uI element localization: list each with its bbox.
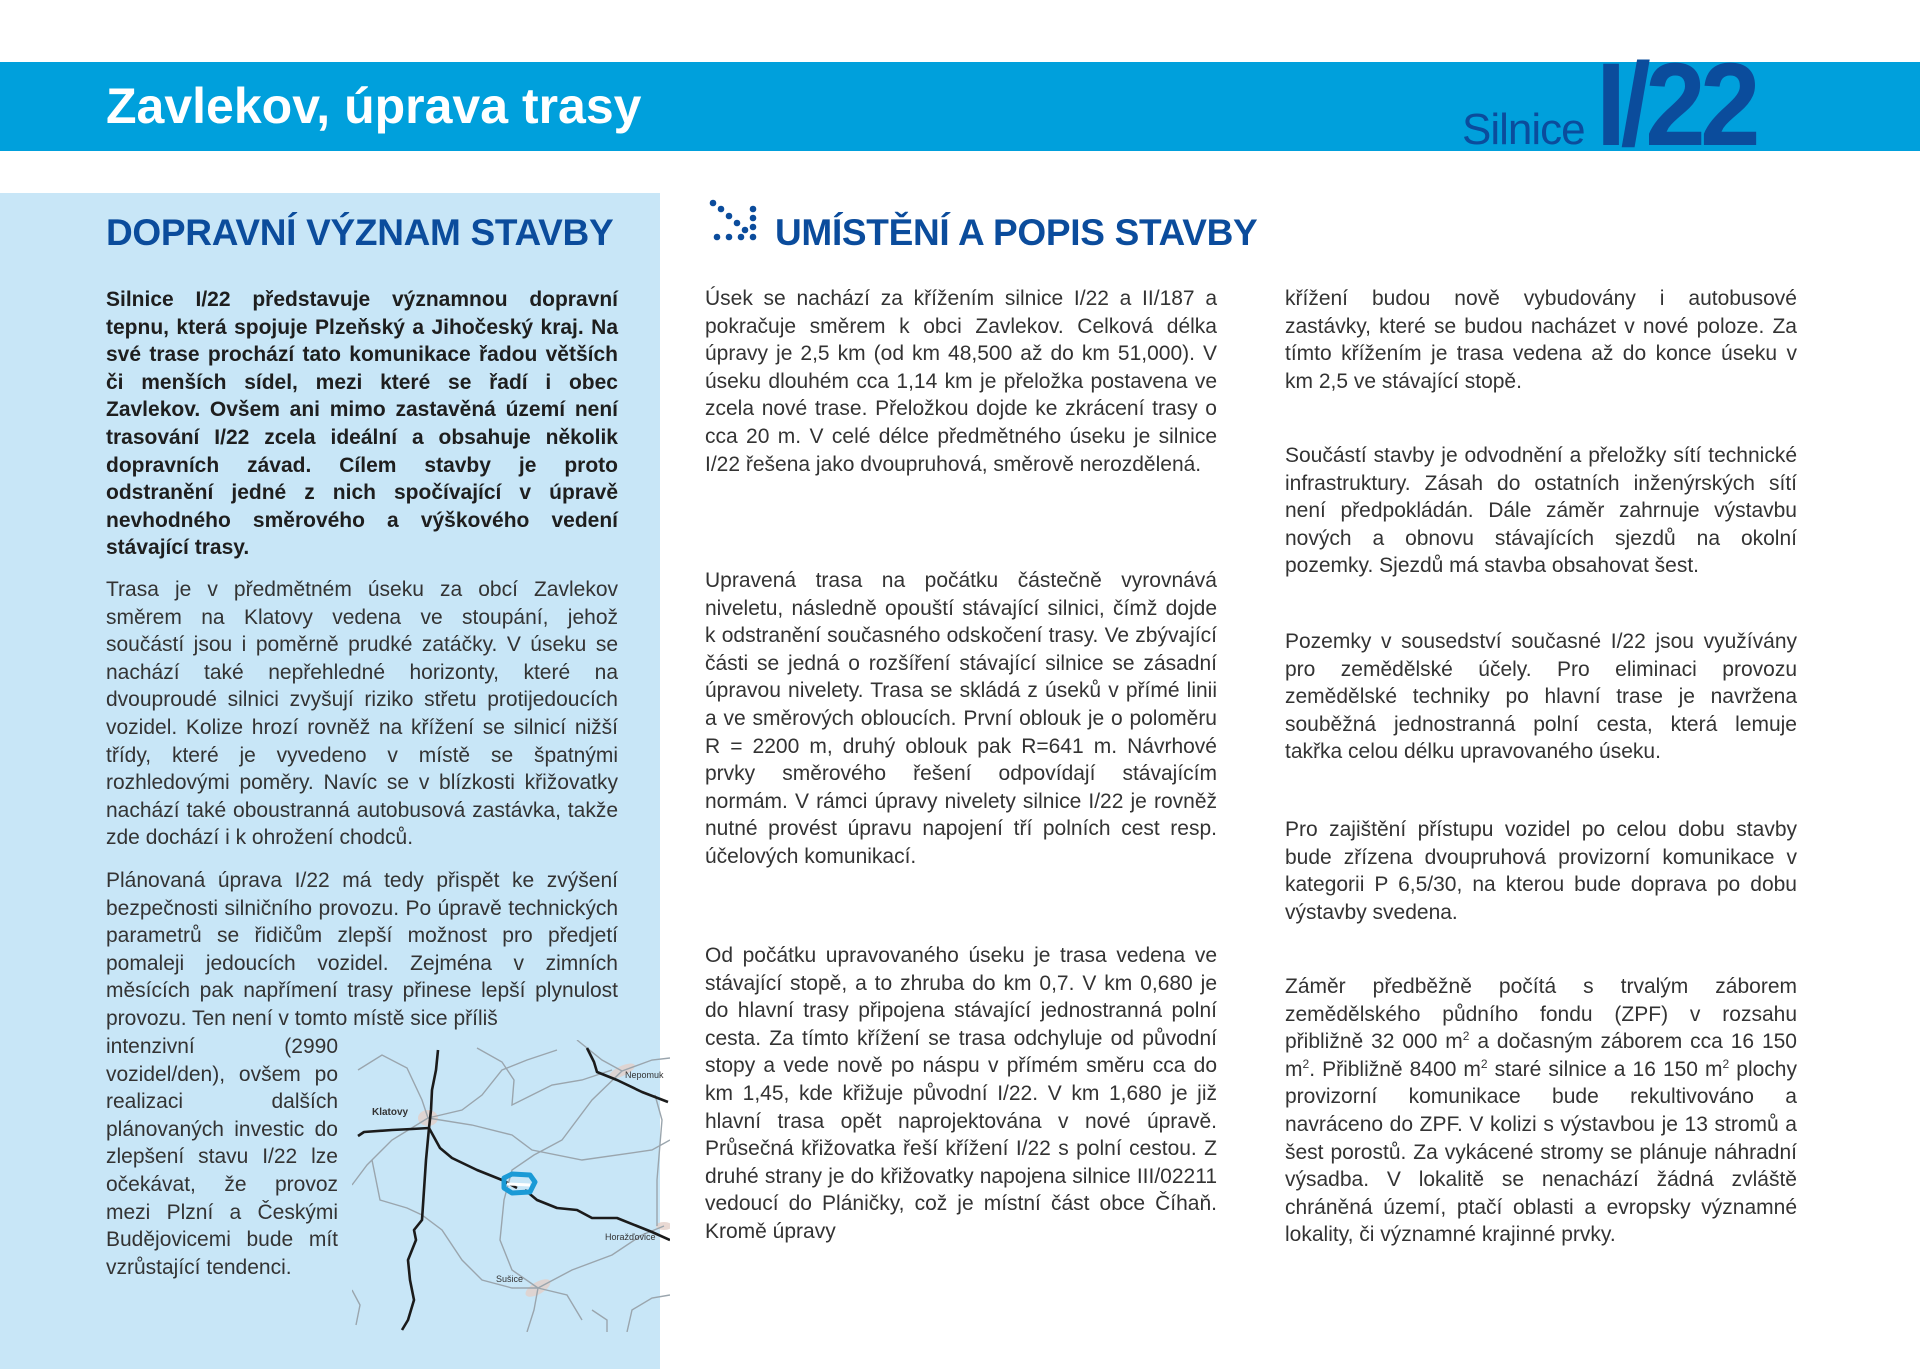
dots-arrow-icon [709, 199, 759, 249]
text-run: plochy provizorní komunikace bude rekultivováno a navráceno do ZPF. V kolizi s výstavbou je 13 stromů a šest porostů. Za vykácené stromy se plánuje náhradní výsadba. V lokalitě se nenachází žádná zvláště chráněná území, ptačí oblasti a evropsky významné lokality, či významné krajinné prvky. [1285, 1057, 1797, 1247]
brand-road-number: I/22 [1596, 39, 1756, 171]
road-map-graphic [352, 1040, 670, 1332]
body-paragraph: Pro zajištění přístupu vozidel po celou dobu stavby bude zřízena dvoupruhová provizorní komunikace v kategorii P 6,5/30, na kterou bude doprava po dobu výstavby svedena. [1285, 818, 1797, 924]
section-heading-location-description: UMÍSTĚNÍ A POPIS STAVBY [775, 212, 1258, 253]
text-run: staré silnice a 16 150 m [1487, 1057, 1723, 1081]
map-label-klatovy: Klatovy [372, 1107, 409, 1118]
superscript: 2 [1480, 1056, 1488, 1071]
superscript: 2 [1462, 1029, 1470, 1044]
map-label-susice: Sušice [496, 1274, 524, 1284]
text-run: . Přibližně 8400 m [1309, 1057, 1481, 1081]
body-paragraph: Součástí stavby je odvodnění a přeložky sítí technické infrastruktury. Zásah do ostatních inženýrských sítí není předpokládán. Dále záměr zahrnuje výstavbu nových a obnovu stávajících sjezdů na okolní pozemky. Sjezdů má stavba obsahovat šest. [1285, 444, 1797, 578]
road-brand-logo [1462, 39, 1822, 171]
body-paragraph-land-take [1285, 973, 1797, 1249]
map-label-horazdovice: Horažďovice [605, 1232, 656, 1242]
body-paragraph: Pozemky v sousedství současné I/22 jsou využívány pro zemědělské účely. Pro eliminaci provozu zemědělské techniky po hlavní trase je navržena souběžná jednostranná polní cesta, která lemuje takřka celou délku upravovaného úseku. [1285, 630, 1797, 764]
body-paragraph: Upravená trasa na počátku částečně vyrovnává niveletu, následně opouští stávající silnici, čímž dojde k odstranění současného odskočení trasy. Ve zbývající části se jedná o rozšíření stávající silnice se zásadní úpravou nivelety. Trasa se skládá z úseků v přímé linii a ve směrových obloucích. První oblouk je o poloměru R = 2200 m, druhý oblouk pak R=641 m. Návrhové prvky směrového řešení odpovídají stávajícím normám. V rámci úpravy nivelety silnice I/22 je rovněž nutné provést úpravu napojení tří polních cest resp. účelových komunikací. [705, 569, 1217, 868]
section-heading-transport-significance: DOPRAVNÍ VÝZNAM STAVBY [106, 212, 614, 253]
map-label-nepomuk: Nepomuk [625, 1070, 664, 1080]
text-run: a dočasným záborem cca 16 150 m [1285, 1030, 1797, 1081]
body-paragraph-continued: intenzivní (2990 vozidel/den), ovšem po realizaci dalších plánovaných investic do zlepšení stavu I/22 lze očekávat, že provoz mezi Plzní a Českými Budějovicemi bude mít vzrůstající tendenci. [106, 1035, 338, 1279]
body-paragraph: křížení budou nově vybudovány i autobusové zastávky, které se budou nacházet v nové poloze. Za tímto křížením je trasa vedena až do konce úseku v km 2,5 ve stávající stopě. [1285, 287, 1797, 393]
superscript: 2 [1722, 1056, 1730, 1071]
intro-paragraph: Silnice I/22 představuje významnou dopravní tepnu, která spojuje Plzeňský a Jihočeský kraj. Na své trase prochází tato komunikace řadou větších či menších sídel, mezi které se řadí i obec Zavlekov. Ovšem ani mimo zastavěná území není trasování I/22 zcela ideální a obsahuje několik dopravních závad. Cílem stavby je proto odstranění jedné z nich spočívající v úpravě nevhodného směrového a výškového vedení stávající trasy. [106, 288, 618, 560]
body-paragraph: Plánovaná úprava I/22 má tedy přispět ke zvýšení bezpečnosti silničního provozu. Po úpravě technických parametrů se řidičům zlepší možnost pro předjetí pomaleji jedoucích vozidel. Zejména v zimních měsících pak napřímení trasy přinese lepší plynulost provozu. Ten není v tomto místě sice příliš [106, 869, 618, 1030]
brand-prefix: Silnice [1462, 105, 1585, 154]
text-run: Záměr předběžně počítá s trvalým záborem zemědělského půdního fondu (ZPF) v rozsahu přibližně 32 000 m [1285, 975, 1797, 1054]
superscript: 2 [1302, 1056, 1310, 1071]
body-paragraph: Trasa je v předmětném úseku za obcí Zavlekov směrem na Klatovy vedena ve stoupání, jehož součástí jsou i poměrně prudké zatáčky. V úseku se nachází také nepřehledné horizonty, které na dvouproudé silnici zvyšují riziko střetu protijedoucích vozidel. Kolize hrozí rovněž na křížení se silnicí nižší třídy, které je vyvedeno v místě se špatnými rozhledovými poměry. Navíc se v blízkosti křižovatky nachází také oboustranná autobusová zastávka, takže zde dochází i k ohrožení chodců. [106, 578, 618, 850]
page-title: Zavlekov, úprava trasy [106, 78, 642, 134]
location-map [352, 1040, 670, 1332]
body-paragraph: Od počátku upravovaného úseku je trasa vedena ve stávající stopě, a to zhruba do km 0,7. V km 0,680 je do hlavní trasy připojena stávající jednostranná polní cesta. Za tímto křížení se trasa odchyluje od původní stopy a vede nově po náspu v přímém směru cca do km 1,45, kde křižuje původní I/22. V km 1,680 je již hlavní trasa opět naprojektována v nové úpravě. Průsečná křižovatka řeší křížení I/22 s polní cestou. Z druhé strany je do křižovatky napojena silnice III/02211 vedoucí do Pláničky, což je místní část obce Číhaň. Kromě úpravy [705, 944, 1217, 1243]
body-paragraph: Úsek se nachází za křížením silnice I/22 a II/187 a pokračuje směrem k obci Zavlekov. Celková délka úpravy je 2,5 km (od km 48,500 až do km 51,000). V úseku dlouhém cca 1,14 km je přeložka postavena ve zcela nové trase. Přeložkou dojde ke zkrácení trasy o cca 20 m. V celé délce předmětného úseku je silnice I/22 řešena jako dvoupruhová, směrově nerozdělená. [705, 287, 1217, 476]
